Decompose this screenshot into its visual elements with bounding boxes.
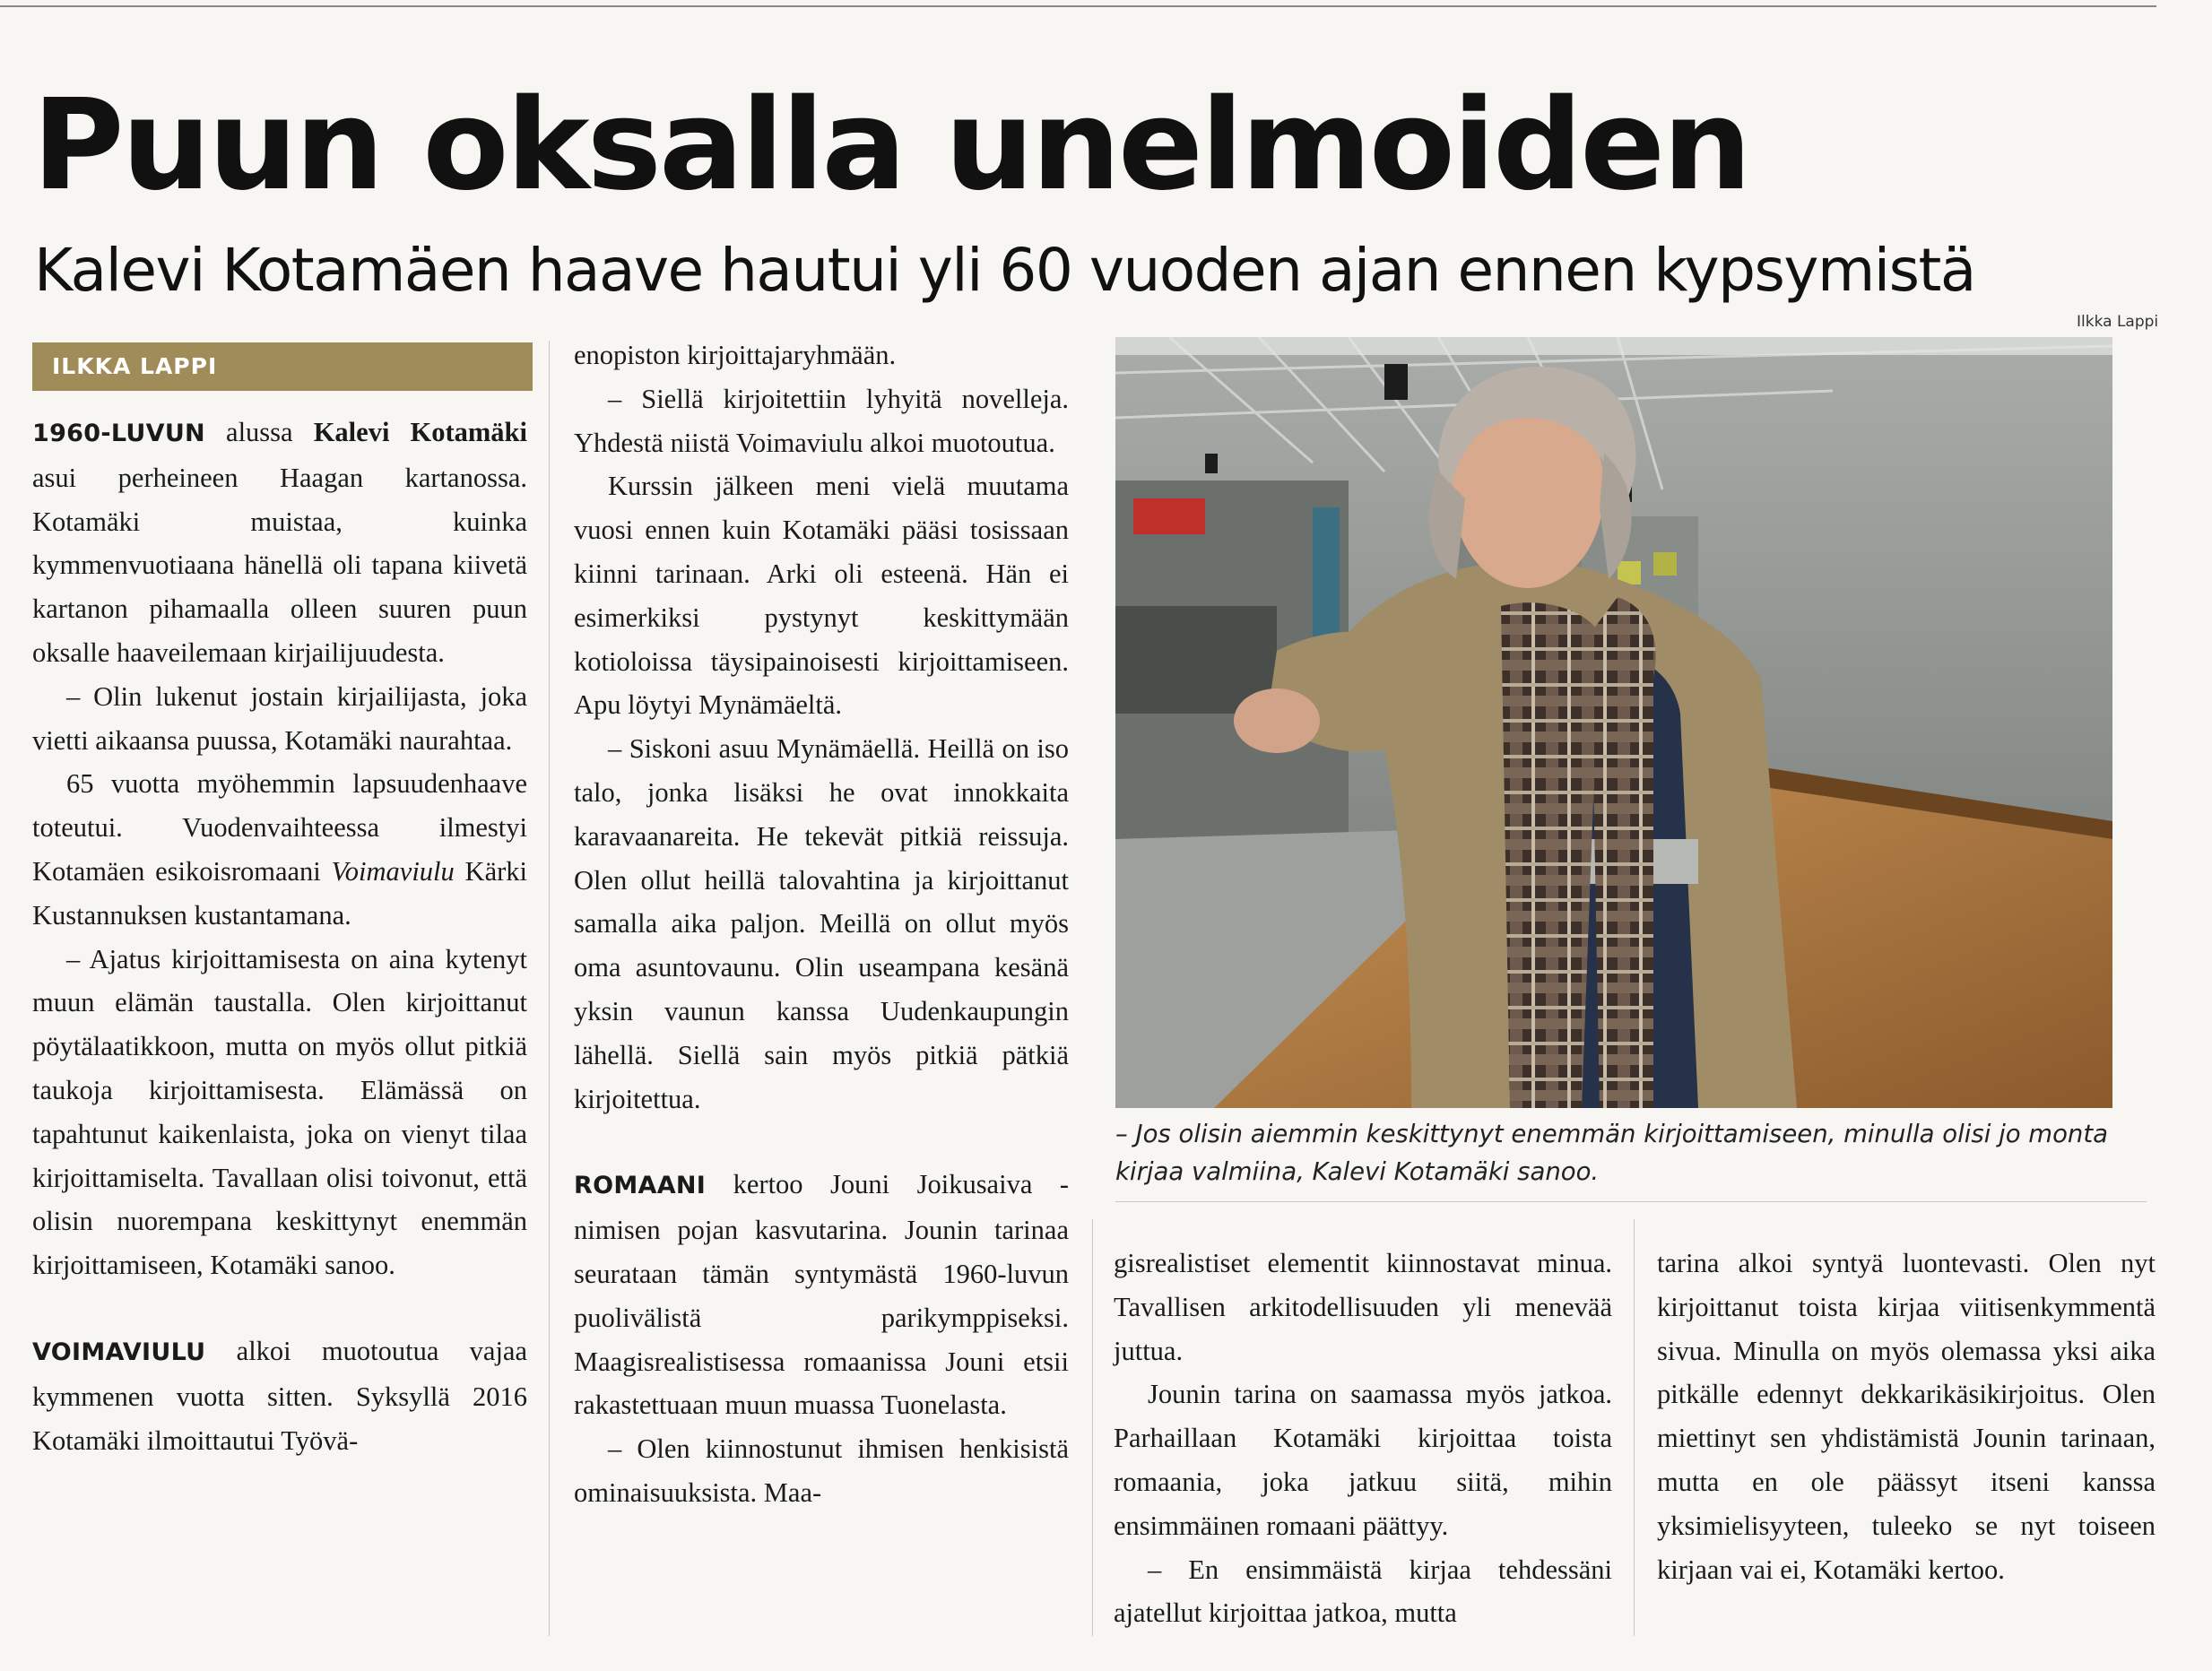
col1-paragraph-4: – Ajatus kirjoittamisesta on aina kytenyt muun elämän taustalla. Olen kirjoittanut pöytälaatikkoon, mutta on myös ollut pitkiä taukoja kirjoittamisesta. Elämässä on tapahtunut kaikenlaista, joka on vienyt tilaa kirjoittamiselta. Tavallaan olisi toivonut, että olisin nuorempana keskittynyt enemmän kirjoittamiseen, Kotamäki sanoo. (32, 943, 527, 1281)
col1-paragraph-3: 65 vuotta myöhemmin lapsuudenhaave toteutui. Vuodenvaihteessa ilmestyi Kotamäen esikoisromaani Voimaviulu Kärki Kustannuksen kustantamana. (32, 768, 527, 931)
col1-paragraph-2: – Olin lukenut jostain kirjailijasta, joka vietti aikaansa puussa, Kotamäki naurahtaa. (32, 680, 527, 756)
col2-paragraph-3: Kurssin jälkeen meni vielä muutama vuosi ennen kuin Kotamäki pääsi tosissaan kiinni tarinaan. Arki oli esteenä. Hän ei esimerkiksi pystynyt keskittymään kotioloissa täysipainoisesti kirjoittamiseen. Apu löytyi Mynämäeltä. (574, 471, 1069, 721)
column-divider-2 (1092, 1219, 1093, 1636)
headline: Puun oksalla unelmoiden (32, 73, 1749, 219)
top-rule (0, 5, 2156, 7)
photo-illustration (1115, 337, 2112, 1108)
photo-credit: Ilkka Lappi (2077, 313, 2159, 331)
subheadline: Kalevi Kotamäen haave hautui yli 60 vuoden ajan ennen kypsymistä (34, 236, 1975, 305)
column-4 (1657, 1242, 2156, 1591)
col4-paragraph-1: tarina alkoi syntyä luontevasti. Olen nyt kirjoittanut toista kirjaa viitisenkymmentä sivua. Minulla on myös olemassa yksi aika pitkälle edennyt dekkarikäsikirjoitus. Olen miettinyt sen yhdistämistä Jounin tarinaan, mutta en ole päässyt itseni kanssa yksimielisyyteen, tuleeko se nyt toiseen kirjaan vai ei, Kotamäki kertoo. (1657, 1248, 2156, 1585)
col3-paragraph-1: gisrealistiset elementit kiinnostavat minua. Tavallisen arkitodellisuuden yli menevää juttua. (1114, 1248, 1612, 1366)
col2-paragraph-5: ROMAANI kertoo Jouni Joikusaiva -nimisen pojan kasvutarina. Jounin tarinaa seurataan tämän syntymästä 1960-luvun puolivälistä parikymppiseksi. Maagisrealistisessa romaanissa Jouni etsii rakastettuaan muun muassa Tuonelasta. (574, 1169, 1069, 1421)
col2-paragraph-6: – Olen kiinnostunut ihmisen henkisistä ominaisuuksista. Maa- (574, 1433, 1069, 1508)
byline-text: ILKKA LAPPI (52, 353, 218, 379)
column-1 (32, 411, 527, 1462)
col1-paragraph-5: VOIMAVIULU alkoi muotoutua vajaa kymmenen vuotta sitten. Syksyllä 2016 Kotamäki ilmoittautui Työvä- (32, 1335, 527, 1456)
article-photo (1115, 337, 2112, 1108)
col2-paragraph-1: enopiston kirjoittajaryhmään. (574, 340, 897, 370)
column-3 (1114, 1242, 1612, 1635)
column-divider-3 (1634, 1219, 1635, 1636)
photo-caption: – Jos olisin aiemmin keskittynyt enemmän kirjoittamiseen, minulla olisi jo monta kirjaa valmiina, Kalevi Kotamäki sanoo. (1115, 1120, 2108, 1186)
column-2 (574, 333, 1069, 1515)
caption-divider (1115, 1201, 2147, 1202)
byline (32, 342, 533, 391)
bleed-through-text (1919, 81, 2206, 134)
col3-paragraph-2: Jounin tarina on saamassa myös jatkoa. Parhaillaan Kotamäki kirjoittaa toista romaania, joka jatkuu siitä, mihin ensimmäinen romaani päättyy. (1114, 1379, 1612, 1541)
column-divider-1 (549, 341, 550, 1636)
col3-paragraph-3: – En ensimmäistä kirjaa tehdessäni ajatellut kirjoittaa jatkoa, mutta (1114, 1554, 1612, 1629)
col2-paragraph-4: – Siskoni asuu Mynämäellä. Heillä on iso talo, jonka lisäksi he ovat innokkaita karavaanareita. He tekevät pitkiä reissuja. Olen ollut heillä talovahtina ja kirjoittanut samalla aika paljon. Meillä on ollut myös oma asuntovaunu. Olin useampana kesänä yksin vaunun kanssa Uudenkaupungin lähellä. Siellä sain myös pitkiä pätkiä kirjoitettua. (574, 733, 1069, 1114)
col2-paragraph-2: – Siellä kirjoitettiin lyhyitä novelleja. Yhdestä niistä Voimaviulu alkoi muotoutua. (574, 383, 1069, 458)
col1-paragraph-1: 1960-LUVUN alussa Kalevi Kotamäki asui perheineen Haagan kartanossa. Kotamäki muistaa, kuinka kymmenvuotiaana hänellä oli tapana kiivetä kartanon pihamaalla olleen suuren puun oksalle haaveilemaan kirjailijuudesta. (32, 417, 527, 668)
